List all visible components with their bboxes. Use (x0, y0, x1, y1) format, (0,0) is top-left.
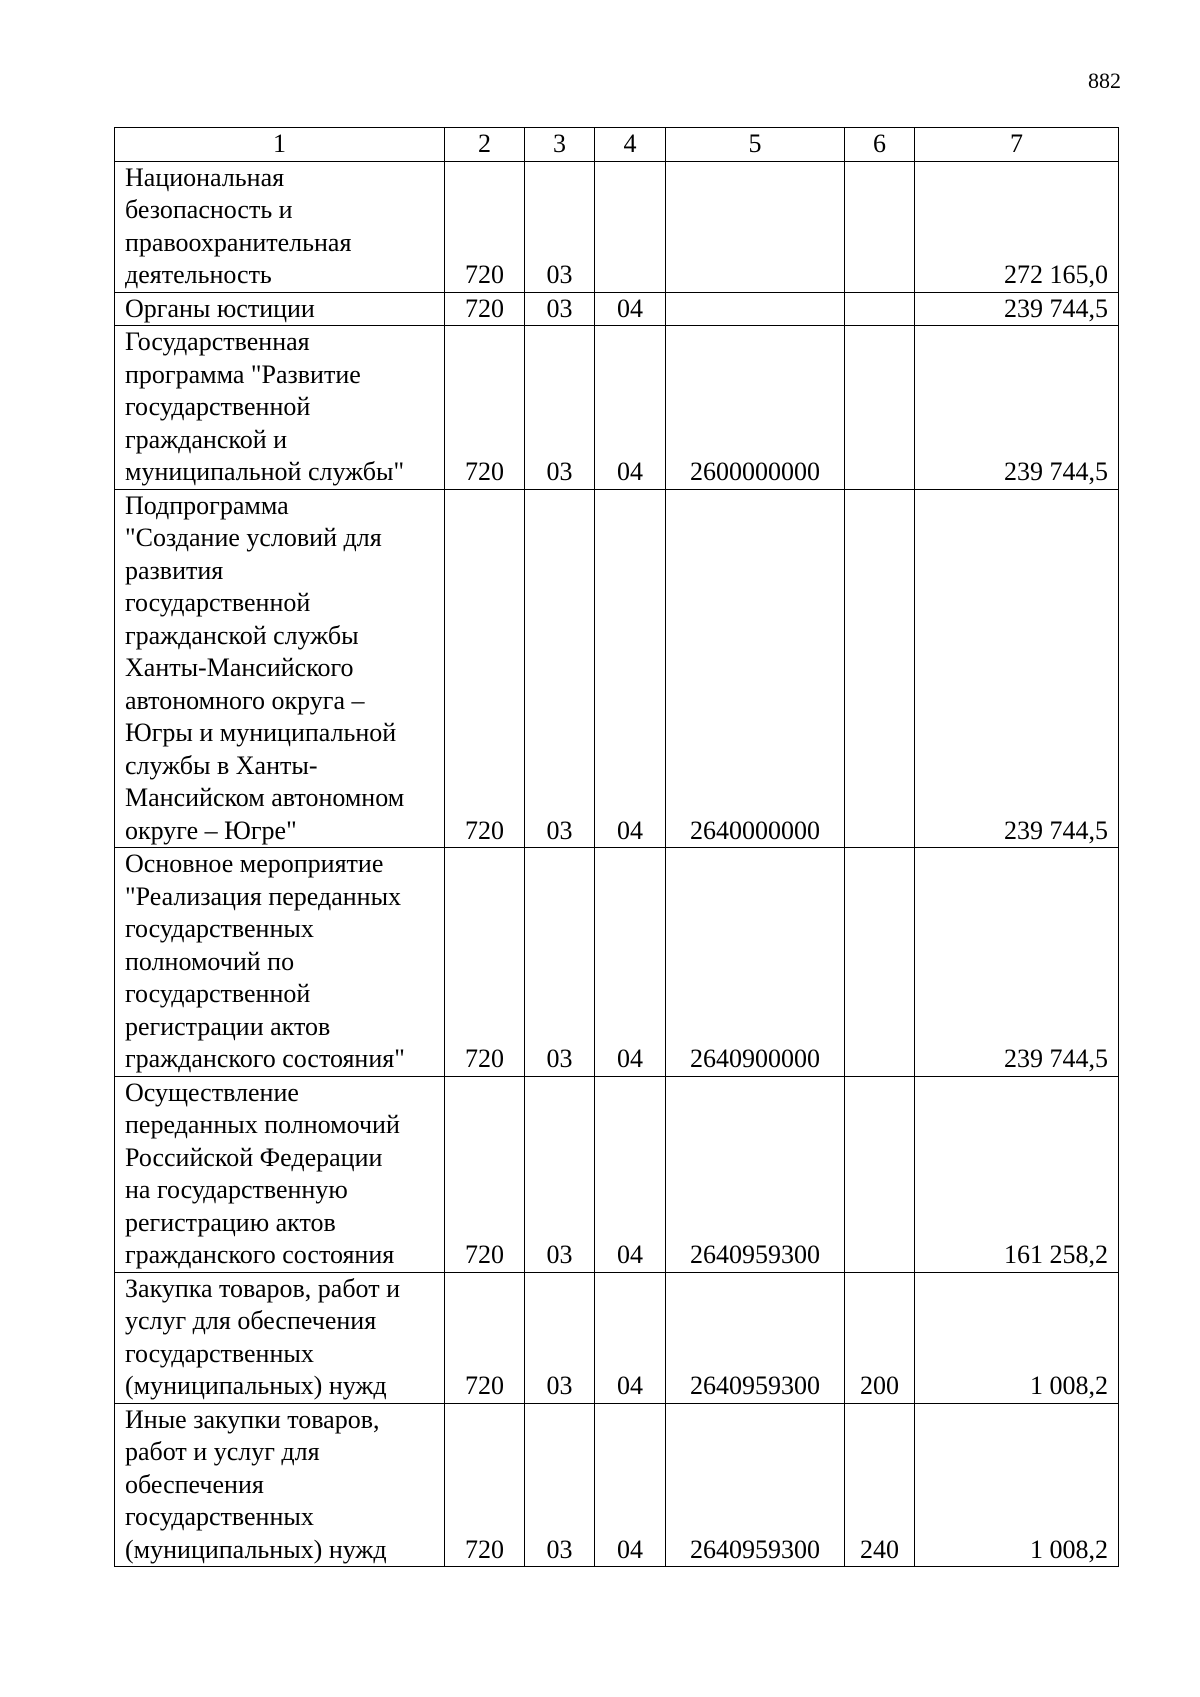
expense-type-code (845, 161, 915, 292)
row-name-line: округе – Югре" (125, 815, 297, 845)
section-code: 03 (525, 489, 595, 848)
row-name-line: "Создание условий для (125, 523, 382, 552)
row-name-line: регистрации актов (125, 1011, 331, 1041)
row-name-line: гражданской службы (125, 620, 359, 650)
column-header: 3 (525, 128, 595, 162)
section-code: 03 (525, 292, 595, 326)
row-name-line: Национальная (125, 162, 285, 192)
table-row (115, 848, 1119, 1077)
row-name-line: регистрацию актов (125, 1207, 336, 1237)
section-code: 03 (525, 1403, 595, 1567)
row-name-line: работ и услуг для (125, 1437, 320, 1466)
row-name-line: Мансийском автономном (125, 783, 405, 812)
row-name-line: развития (125, 555, 224, 585)
admin-code: 720 (445, 1076, 525, 1272)
row-name-line: муниципальной службы" (125, 457, 405, 486)
admin-code: 720 (445, 848, 525, 1077)
row-name-line: государственной (125, 979, 311, 1008)
row-name-line: службы в Ханты- (125, 750, 318, 780)
amount-value: 239 744,5 (915, 848, 1119, 1077)
expense-type-code (845, 489, 915, 848)
expense-type-code: 200 (845, 1272, 915, 1403)
target-article-code: 2640000000 (666, 489, 845, 848)
amount-value: 1 008,2 (915, 1403, 1119, 1567)
row-name-line: гражданского состояния (125, 1240, 395, 1269)
section-code: 03 (525, 848, 595, 1077)
row-name-line: Подпрограмма (125, 490, 289, 520)
subsection-code: 04 (595, 1272, 666, 1403)
admin-code: 720 (445, 326, 525, 490)
row-name-line: безопасность и (125, 195, 293, 224)
expense-type-code (845, 1076, 915, 1272)
target-article-code: 2640959300 (666, 1403, 845, 1567)
target-article-code (666, 292, 845, 326)
amount-value: 272 165,0 (915, 161, 1119, 292)
expense-type-code (845, 326, 915, 490)
row-name-line: полномочий по (125, 946, 295, 976)
subsection-code: 04 (595, 1076, 666, 1272)
row-name-line: государственных (125, 1502, 314, 1531)
row-name-line: на государственную (125, 1175, 348, 1204)
amount-value: 161 258,2 (915, 1076, 1119, 1272)
target-article-code: 2600000000 (666, 326, 845, 490)
row-name-line: программа "Развитие (125, 359, 361, 389)
row-name-line: Закупка товаров, работ и (125, 1273, 400, 1303)
amount-value: 239 744,5 (915, 489, 1119, 848)
budget-table (114, 127, 1119, 1567)
table-row (115, 292, 1119, 326)
row-name-line: государственных (125, 914, 314, 943)
amount-value: 1 008,2 (915, 1272, 1119, 1403)
table-row (115, 1272, 1119, 1403)
row-name-line: гражданской и (125, 424, 288, 454)
row-name-line: Югры и муниципальной (125, 718, 397, 747)
row-name-line: гражданского состояния" (125, 1044, 405, 1073)
admin-code: 720 (445, 489, 525, 848)
row-name-line: правоохранительная (125, 227, 352, 257)
row-name-line: Осуществление (125, 1077, 299, 1107)
target-article-code: 2640900000 (666, 848, 845, 1077)
amount-value: 239 744,5 (915, 326, 1119, 490)
table-row (115, 326, 1119, 490)
row-name-line: государственной (125, 392, 311, 421)
section-code: 03 (525, 1076, 595, 1272)
row-name-line: государственных (125, 1338, 314, 1368)
target-article-code: 2640959300 (666, 1076, 845, 1272)
column-header: 5 (666, 128, 845, 162)
page-number: 882 (1088, 68, 1121, 93)
admin-code: 720 (445, 1403, 525, 1567)
subsection-code: 04 (595, 326, 666, 490)
table-row (115, 1076, 1119, 1272)
target-article-code (666, 161, 845, 292)
row-name-line: (муниципальных) нужд (125, 1534, 387, 1564)
section-code: 03 (525, 326, 595, 490)
row-name (115, 489, 445, 848)
row-name-line: обеспечения (125, 1469, 264, 1499)
row-name (115, 1403, 445, 1567)
table-body (115, 161, 1119, 1567)
row-name (115, 161, 445, 292)
row-name-line: Российской Федерации (125, 1142, 383, 1172)
row-name-line: автономного округа – (125, 685, 365, 715)
admin-code: 720 (445, 292, 525, 326)
table-row (115, 161, 1119, 292)
row-name (115, 848, 445, 1077)
row-name (115, 326, 445, 490)
row-name-line: "Реализация переданных (125, 881, 402, 911)
row-name-line: Основное мероприятие (125, 849, 384, 878)
row-name-line: Органы юстиции (125, 293, 315, 323)
column-number-row (115, 128, 1119, 162)
row-name-line: Ханты-Мансийского (125, 653, 354, 682)
row-name-line: (муниципальных) нужд (125, 1371, 387, 1400)
admin-code: 720 (445, 161, 525, 292)
column-header: 6 (845, 128, 915, 162)
expense-type-code: 240 (845, 1403, 915, 1567)
row-name-line: Государственная (125, 327, 310, 356)
row-name-line: переданных полномочий (125, 1110, 400, 1139)
section-code: 03 (525, 1272, 595, 1403)
amount-value: 239 744,5 (915, 292, 1119, 326)
target-article-code: 2640959300 (666, 1272, 845, 1403)
section-code: 03 (525, 161, 595, 292)
subsection-code: 04 (595, 489, 666, 848)
expense-type-code (845, 848, 915, 1077)
row-name (115, 1076, 445, 1272)
expense-type-code (845, 292, 915, 326)
row-name (115, 292, 445, 326)
row-name-line: деятельность (125, 260, 272, 289)
row-name-line: Иные закупки товаров, (125, 1404, 380, 1434)
column-header: 4 (595, 128, 666, 162)
table-row (115, 489, 1119, 848)
subsection-code: 04 (595, 292, 666, 326)
subsection-code: 04 (595, 1403, 666, 1567)
row-name (115, 1272, 445, 1403)
subsection-code: 04 (595, 848, 666, 1077)
row-name-line: государственной (125, 588, 311, 617)
column-header: 7 (915, 128, 1119, 162)
column-header: 2 (445, 128, 525, 162)
table-row (115, 1403, 1119, 1567)
row-name-line: услуг для обеспечения (125, 1306, 377, 1335)
admin-code: 720 (445, 1272, 525, 1403)
subsection-code (595, 161, 666, 292)
column-header: 1 (115, 128, 445, 162)
